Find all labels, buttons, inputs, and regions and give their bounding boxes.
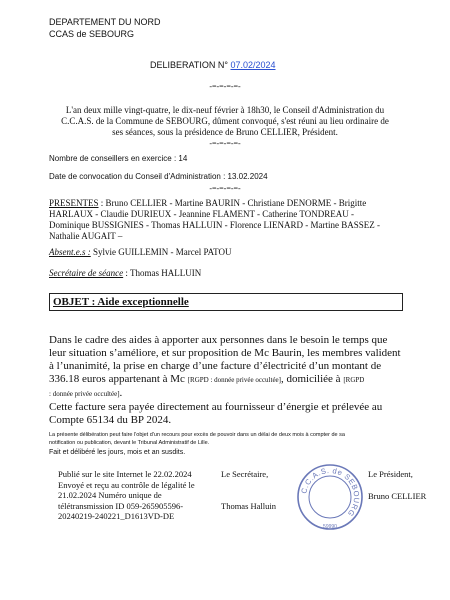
- separator-1: -=-=-=-=-: [209, 82, 241, 91]
- presentes-line-2: HARLAUX - Claudie DURIEUX - Jeannine FLAMENT - Catherine TONDREAU -: [49, 209, 354, 219]
- secretaire-signature-name: Thomas Halluin: [221, 501, 277, 511]
- presentes-line-3: Dominique BUSSIGNIES - Thomas HALLUIN - Florence LIENARD - Martine BASSEZ -: [49, 220, 381, 230]
- body-line-4: 336.18 euros appartenant à Mc [RGPD : donnée privée occultée], domiciliée à [RGPD: [49, 373, 365, 385]
- separator-2: -=-=-=-=-: [209, 139, 241, 148]
- body-line-3: à l’unanimité, la prise en charge d’une facture d’électricité d’un montant de: [49, 360, 382, 372]
- presentes-line-1: PRESENTES : Bruno CELLIER - Martine BAURIN - Christiane DENORME - Brigitte: [49, 198, 367, 208]
- publication-line-5: 20240219-240221_D1613VD-DE: [58, 511, 175, 521]
- convocation-date: Date de convocation du Conseil d'Administration : 13.02.2024: [49, 172, 268, 181]
- ccas-stamp: [295, 462, 365, 532]
- publication-block: [58, 469, 195, 522]
- secretaire-line: [49, 268, 201, 279]
- secretaire-signature-title: Le Secrétaire,: [221, 469, 269, 479]
- body-line-5: : donnée privée occultée].: [49, 387, 123, 399]
- conseillers-count: Nombre de conseillers en exercice : 14: [49, 154, 188, 163]
- secretaire-name: : Thomas HALLUIN: [123, 268, 202, 278]
- absents-line: [49, 247, 232, 258]
- secretaire-label: Secrétaire de séance: [49, 268, 124, 278]
- fait-delibere: Fait et délibéré les jours, mois et an susdits.: [49, 449, 186, 456]
- president-signature-title: Le Président,: [368, 469, 413, 479]
- publication-line-3: 21.02.2024 Numéro unique de: [58, 490, 162, 500]
- stamp-code: 59990: [323, 524, 337, 530]
- intro-line-2: C.C.A.S. de la Commune de SEBOURG, dûment convoqué, s'est réuni au lieu ordinaire de: [61, 116, 389, 126]
- body-line-1: Dans le cadre des aides à apporter aux personnes dans le besoin le temps que: [49, 334, 388, 346]
- publication-line-4: télétransmission ID 059-265905596-: [58, 500, 184, 511]
- objet-box: [49, 293, 403, 311]
- deliberation-label: DELIBERATION N°: [150, 60, 228, 70]
- absents-names: Sylvie GUILLEMIN - Marcel PATOU: [90, 247, 232, 257]
- recours-line-1: La présente délibération peut faire l'objet d'un recours pour excès de pouvoir dans un délai de deux mois à compter de sa: [49, 432, 345, 438]
- publication-line-1: Publié sur le site Internet le 22.02.2024: [58, 469, 192, 479]
- recours-notice: [49, 431, 429, 447]
- body-paragraph: [49, 334, 419, 427]
- body-line-6: Cette facture sera payée directement au fournisseur d’énergie et prélevée au: [49, 401, 383, 413]
- deliberation-number[interactable]: 07.02/2024: [230, 60, 276, 70]
- president-signature-name: Bruno CELLIER: [368, 491, 427, 501]
- recours-line-2: notification ou publication, devant le Tribunal Administratif de Lille.: [49, 440, 210, 446]
- absents-label: Absent.e.s :: [49, 247, 91, 257]
- body-line-2: leur situation s’améliore, et sur proposition de Mc Baurin, les membres valident: [49, 347, 401, 359]
- presentes-line-4: Nathalie AUGAIT –: [49, 231, 123, 241]
- separator-3: -=-=-=-=-: [209, 184, 241, 193]
- ccas-header: CCAS de SEBOURG: [49, 29, 135, 39]
- deliberation-title: [150, 60, 276, 71]
- rgpd-redaction-1: [RGPD : donnée privée occultée]: [187, 376, 281, 384]
- department-header: DEPARTEMENT DU NORD: [49, 17, 161, 27]
- intro-line-3: ses séances, sous la présidence de Bruno CELLIER, Président.: [112, 127, 338, 137]
- intro-line-1: L'an deux mille vingt-quatre, le dix-neuf février à 18h30, le Conseil d'Administration du: [65, 105, 385, 115]
- rgpd-redaction-2b: : donnée privée occultée]: [49, 390, 120, 398]
- stamp-inner-ring: [309, 476, 351, 518]
- rgpd-redaction-2a: [RGPD: [343, 376, 365, 384]
- body-line-7: Compte 65134 du BP 2024.: [49, 414, 172, 426]
- stamp-ring-text: C.C.A.S. de SEBOURG: [299, 465, 362, 519]
- intro-paragraph: [0, 105, 450, 138]
- presentes-block: [49, 198, 409, 242]
- presentes-label: PRESENTES: [49, 198, 99, 208]
- publication-line-2: Envoyé et reçu au contrôle de légalité le: [58, 479, 195, 490]
- objet-title: OBJET : Aide exceptionnelle: [53, 296, 189, 308]
